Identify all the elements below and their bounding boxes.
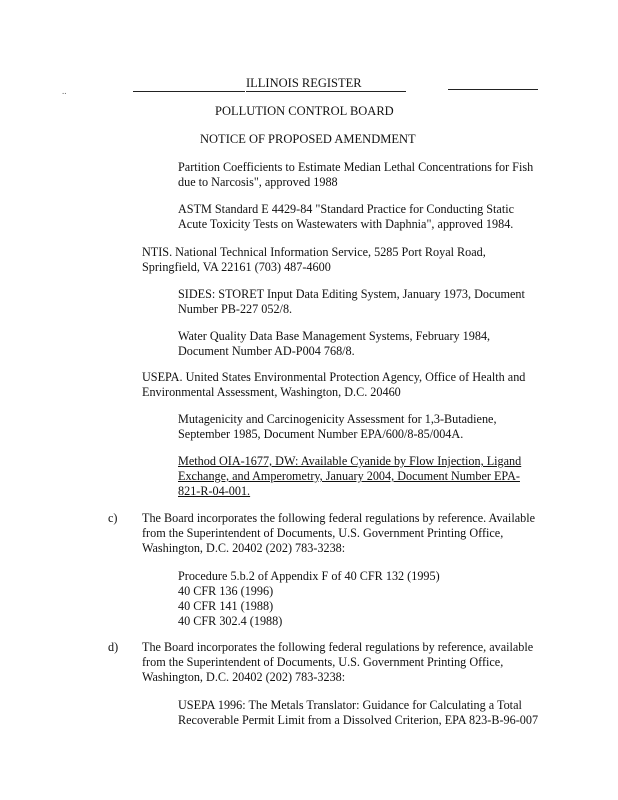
section-c-line3: Washington, D.C. 20402 (202) 783-3238:: [142, 541, 346, 555]
section-d-label: d): [108, 640, 119, 654]
ref-usepa1996-line1: USEPA 1996: The Metals Translator: Guidance for Calculating a Total: [178, 698, 522, 712]
ref-astm-line1: ASTM Standard E 4429-84 "Standard Practice for Conducting Static: [178, 202, 515, 216]
ref-method-line2: Exchange, and Amperometry, January 2004, Document Number EPA-: [178, 469, 520, 483]
scan-mark: ..: [62, 86, 67, 96]
ref-partition-line2: due to Narcosis", approved 1988: [178, 175, 338, 189]
ref-sides-line1: SIDES: STORET Input Data Editing System, January 1973, Document: [178, 287, 525, 301]
ref-partition-line1: Partition Coefficients to Estimate Median Lethal Concentrations for Fish: [178, 160, 534, 174]
section-d-line1: The Board incorporates the following federal regulations by reference, available: [142, 640, 534, 654]
cfr-ref-4: 40 CFR 302.4 (1988): [178, 614, 283, 628]
cfr-ref-3: 40 CFR 141 (1988): [178, 599, 274, 613]
agency-title: POLLUTION CONTROL BOARD: [215, 104, 394, 118]
ref-sides-line2: Number PB-227 052/8.: [178, 302, 293, 316]
ref-muta-line2: September 1985, Document Number EPA/600/8-85/004A.: [178, 427, 464, 441]
section-c-line1: The Board incorporates the following federal regulations by reference. Available: [142, 511, 535, 525]
section-c-label: c): [108, 511, 118, 525]
ref-wq-line2: Document Number AD-P004 768/8.: [178, 344, 355, 358]
header-rule-center: [246, 91, 406, 92]
cfr-ref-2: 40 CFR 136 (1996): [178, 584, 274, 598]
ref-method-line3: 821-R-04-001.: [178, 484, 251, 498]
usepa-line2: Environmental Assessment, Washington, D.C. 20460: [142, 385, 401, 399]
usepa-line1: USEPA. United States Environmental Protection Agency, Office of Health and: [142, 370, 526, 384]
ref-wq-line1: Water Quality Data Base Management Systems, February 1984,: [178, 329, 491, 343]
ref-usepa1996-line2: Recoverable Permit Limit from a Dissolved Criterion, EPA 823-B-96-007: [178, 713, 539, 727]
header-rule-right: [448, 89, 538, 90]
section-d-line3: Washington, D.C. 20402 (202) 783-3238:: [142, 670, 346, 684]
header-rule-left: [133, 91, 245, 92]
ref-muta-line1: Mutagenicity and Carcinogenicity Assessment for 1,3-Butadiene,: [178, 412, 497, 426]
ref-method-line1: Method OIA-1677, DW: Available Cyanide by Flow Injection, Ligand: [178, 454, 522, 468]
register-title: ILLINOIS REGISTER: [246, 76, 362, 90]
section-d-line2: from the Superintendent of Documents, U.S. Government Printing Office,: [142, 655, 504, 669]
ntis-line1: NTIS. National Technical Information Service, 5285 Port Royal Road,: [142, 245, 486, 259]
section-c-line2: from the Superintendent of Documents, U.S. Government Printing Office,: [142, 526, 504, 540]
cfr-ref-1: Procedure 5.b.2 of Appendix F of 40 CFR 132 (1995): [178, 569, 440, 583]
ref-astm-line2: Acute Toxicity Tests on Wastewaters with Daphnia", approved 1984.: [178, 217, 514, 231]
ntis-line2: Springfield, VA 22161 (703) 487-4600: [142, 260, 331, 274]
notice-title: NOTICE OF PROPOSED AMENDMENT: [200, 132, 416, 146]
